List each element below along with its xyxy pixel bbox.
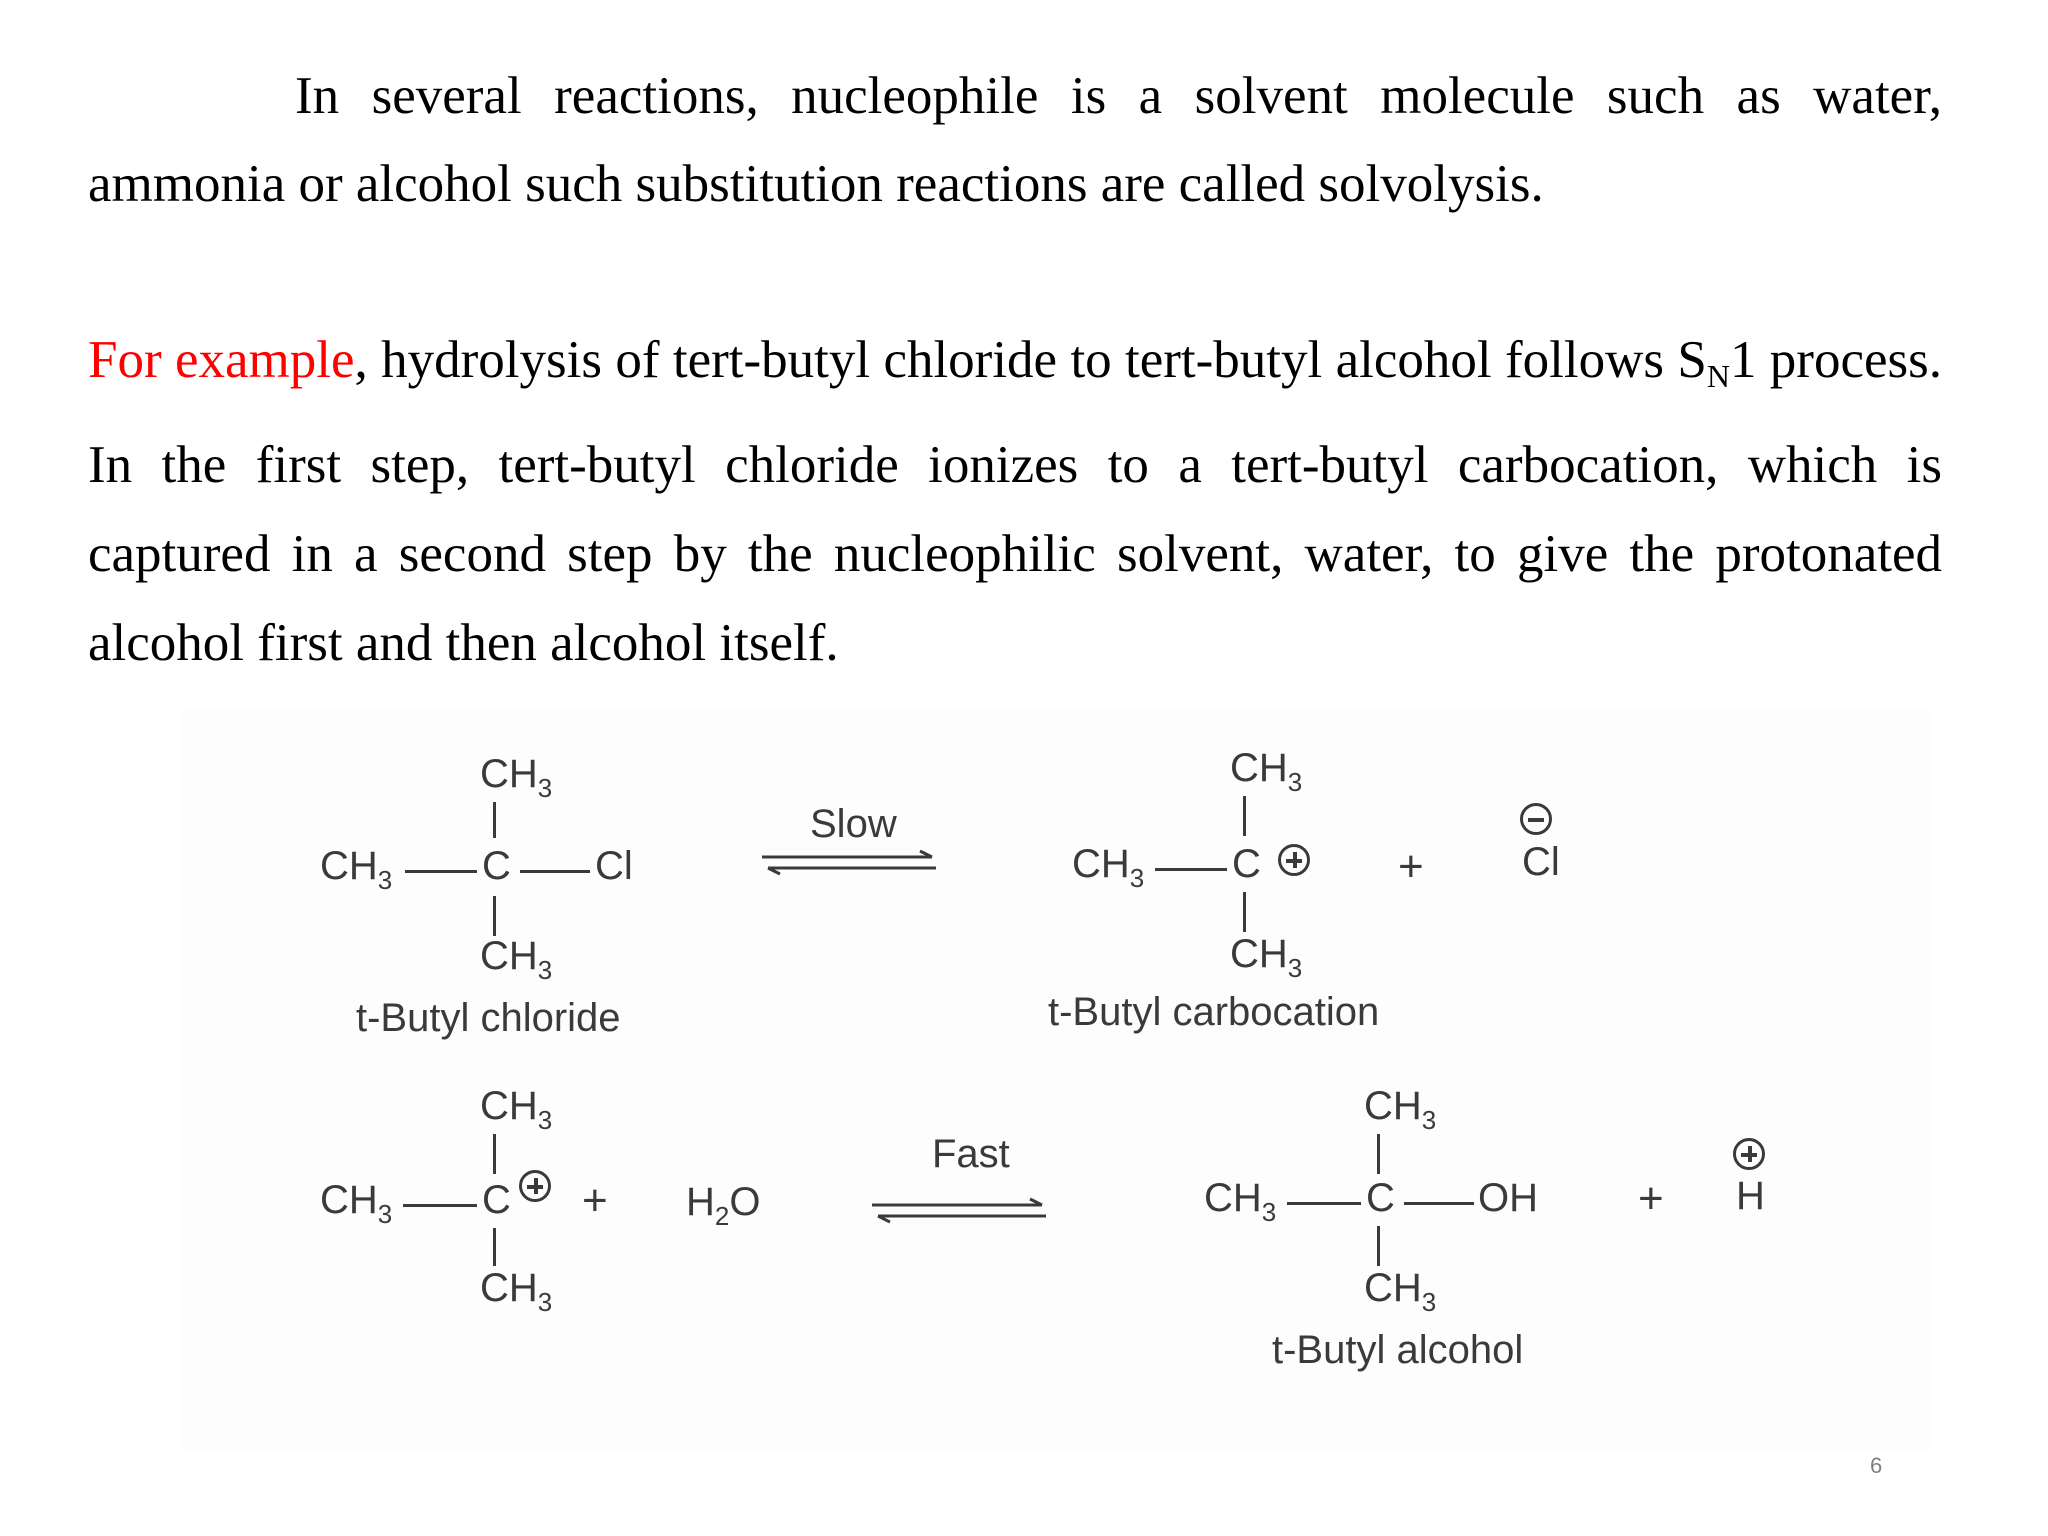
slow-label: Slow xyxy=(810,802,897,846)
reaction-diagram xyxy=(180,710,1930,1450)
bond xyxy=(1243,892,1246,932)
chloride-top-ch3: $CH_3$ xyxy=(480,752,553,803)
negative-charge-icon xyxy=(1520,803,1552,835)
bond xyxy=(520,870,590,873)
chloride-central-carbon: C xyxy=(482,844,511,888)
bond xyxy=(405,870,477,873)
bond xyxy=(1287,1202,1361,1205)
chloride-left-ch3: $CH_3$ xyxy=(320,844,393,895)
carbocation2-left-ch3: $CH_3$ xyxy=(320,1178,393,1229)
alcohol-top-ch3: $CH_3$ xyxy=(1364,1084,1437,1135)
plus-sign: + xyxy=(1638,1174,1664,1223)
chloride-ion: Cl xyxy=(1522,840,1560,884)
bond xyxy=(1377,1134,1380,1174)
hydroxyl-group: OH xyxy=(1478,1176,1538,1220)
bond xyxy=(493,1134,496,1174)
carbocation2-central-carbon: C xyxy=(482,1178,511,1222)
carbocation2-top-ch3: $CH_3$ xyxy=(480,1084,553,1135)
bond xyxy=(403,1204,477,1207)
for-example-highlight: For example xyxy=(88,331,355,389)
carbocation-top-ch3: $CH_3$ xyxy=(1230,746,1303,797)
alcohol-central-carbon: C xyxy=(1366,1176,1395,1220)
slow-equilibrium-arrow xyxy=(760,848,940,878)
fast-label: Fast xyxy=(932,1132,1010,1176)
bond xyxy=(1404,1202,1474,1205)
water-molecule: $H_2O$ xyxy=(686,1180,761,1231)
bond xyxy=(493,1228,496,1266)
example-paragraph xyxy=(88,316,1942,688)
name-t-butyl-carbocation: t-Butyl carbocation xyxy=(1048,990,1380,1034)
page-number: 6 xyxy=(1870,1453,1883,1478)
bond xyxy=(493,896,496,936)
alcohol-left-ch3: $CH_3$ xyxy=(1204,1176,1277,1227)
positive-charge-icon xyxy=(519,1170,551,1202)
alcohol-bottom-ch3: $CH_3$ xyxy=(1364,1266,1437,1317)
chloride-bottom-ch3: $CH_3$ xyxy=(480,934,553,985)
example-text-a: , hydrolysis of tert-butyl chloride to tert-butyl alcohol follows S xyxy=(354,331,1707,389)
bond xyxy=(493,802,496,838)
carbocation-bottom-ch3: $CH_3$ xyxy=(1230,932,1303,983)
bond xyxy=(1377,1226,1380,1266)
bond xyxy=(1155,868,1227,871)
carbocation-left-ch3: $CH_3$ xyxy=(1072,842,1145,893)
intro-paragraph: In several reactions, nucleophile is a solvent molecule such as water, ammonia or alcohol such substitution reactions are called solvolysis. xyxy=(88,67,1942,213)
chlorine-atom: Cl xyxy=(595,844,633,888)
bond xyxy=(1243,796,1246,836)
sn-subscript: N xyxy=(1706,358,1730,394)
carbocation-central-carbon: C xyxy=(1232,842,1261,886)
example-text-b: 1 process. In the first step, tert-butyl chloride ionizes to a tert-butyl carbocation, which is captured in a second step by the nucleophilic solvent, water, to give the protonated alcohol first and then alcohol itself. xyxy=(88,331,1942,672)
name-t-butyl-alcohol: t-Butyl alcohol xyxy=(1272,1328,1524,1372)
positive-charge-icon xyxy=(1278,844,1310,876)
name-t-butyl-chloride: t-Butyl chloride xyxy=(356,996,621,1040)
plus-sign: + xyxy=(582,1176,608,1225)
fast-equilibrium-arrow xyxy=(870,1196,1050,1226)
carbocation2-bottom-ch3: $CH_3$ xyxy=(480,1266,553,1317)
proton: H xyxy=(1736,1174,1765,1218)
plus-sign: + xyxy=(1398,842,1424,891)
positive-charge-icon xyxy=(1733,1138,1765,1170)
